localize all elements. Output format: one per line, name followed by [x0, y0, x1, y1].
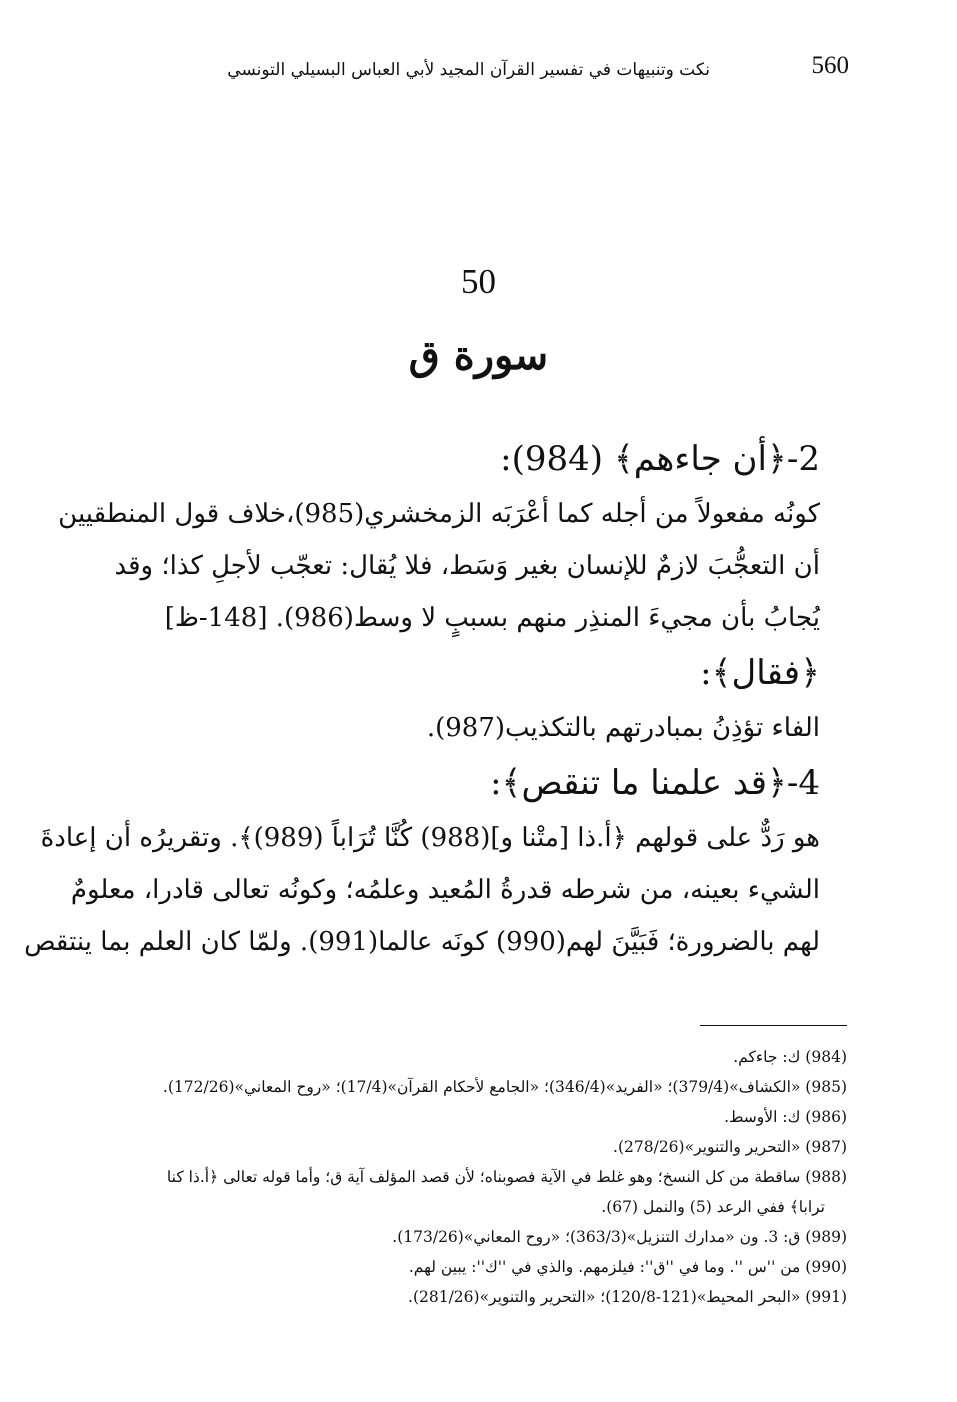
footnote: (985) «الكشاف»(379/4)؛ «الفريد»(346/4)؛ «الجامع لأحكام القرآن»(17/4)؛ «روح المعاني»(172/26).: [162, 1078, 847, 1096]
commentary-paragraph: [80, 702, 820, 754]
footnote: (986) ك: الأوسط.: [724, 1108, 847, 1126]
text-line: لهم بالضرورة؛ فَبَيَّنَ لهم(990) كونَه عالما(991). ولمّا كان العلم بما ينتقص: [24, 927, 820, 957]
text-line: الفاء تؤذِنُ بمبادرتهم بالتكذيب(987).: [426, 713, 820, 743]
text-line: أن التعجُّبَ لازمٌ للإنسان بغير وَسَط، فلا يُقال: تعجّب لأجلِ كذا؛ وقد: [114, 551, 820, 581]
section: [58, 430, 820, 644]
text-line: كونُه مفعولاً من أجله كما أعْرَبَه الزمخشري(985)،خلاف قول المنطقيين: [58, 499, 820, 529]
text-line: يُجابُ بأن مجيءَ المنذِر منهم بسببٍ لا وسط(986). [148-ظ]: [164, 603, 820, 633]
verse-heading: 2-﴿أن جاءهم﴾ (984):: [500, 439, 820, 479]
text-line: هو رَدٌّ على قولهم ﴿أ.ذا [متْنا و](988) كُنَّا تُرَاباً (989)﴾. وتقريرُه أن إعادةَ: [40, 823, 820, 853]
section: [80, 644, 820, 754]
footnote: (990) من ''س ''. وما في ''ق'': فيلزمهم. والذي في ''ك'': يبين لهم.: [408, 1258, 847, 1276]
surah-number: 50: [461, 262, 496, 301]
footnote: (984) ك: جاءكم.: [733, 1048, 847, 1066]
surah-title: سورة ق: [408, 332, 549, 379]
footnote-continuation: ترابا﴾ ففي الرعد (5) والنمل (67).: [601, 1198, 825, 1216]
footnote: (988) ساقطة من كل النسخ؛ وهو غلط في الآية فصوبناه؛ لأن قصد المؤلف آية ق؛ وأما قوله تعالى ﴿أ.ذا كنا: [166, 1168, 847, 1186]
text-line: الشيء بعينه، من شرطه قدرةُ المُعيد وعلمُه؛ وكونُه تعالى قادرا، معلومٌ: [70, 875, 820, 905]
commentary-paragraph: [24, 812, 820, 968]
page-number: 560: [811, 52, 849, 79]
footnotes: [80, 1042, 847, 1312]
running-title: نكت وتنبيهات في تفسير القرآن المجيد لأبي العباس البسيلي التونسي: [227, 60, 710, 80]
commentary-paragraph: [58, 488, 820, 644]
section: [24, 754, 820, 968]
running-header: [227, 52, 849, 92]
verse-heading: ﴿فقال﴾:: [700, 653, 820, 693]
footnote: (989) ق: 3. ون «مدارك التنزيل»(363/3)؛ «روح المعاني»(173/26).: [392, 1228, 847, 1246]
main-text: [24, 430, 820, 968]
footnote: (991) «البحر المحيط»(121-120/8)؛ «التحرير والتنوير»(281/26).: [408, 1288, 847, 1306]
footnote-separator: [700, 1025, 847, 1026]
verse-heading: 4-﴿قد علمنا ما تنقص﴾:: [490, 763, 820, 803]
footnote: (987) «التحرير والتنوير»(278/26).: [613, 1138, 847, 1156]
